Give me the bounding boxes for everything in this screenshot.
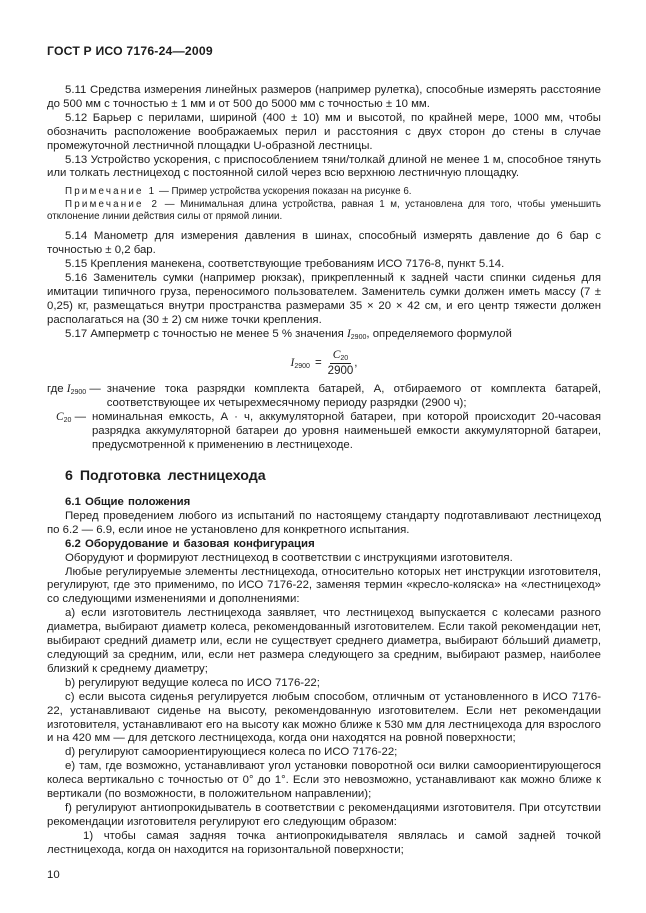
definition-dash-1: — (89, 383, 101, 396)
paragraph-5-15: 5.15 Крепления манекена, соответствующие требованиям ИСО 7176-8, пункт 5.14. (65, 258, 505, 271)
definition-row-i2900 (47, 383, 601, 411)
definition-text-c20: номинальная емкость, А · ч, аккумуляторной батареи, при которой происходит 20-часовая разрядка аккумуляторной батареи до уровня наименьшей емкости аккумуляторной батареи, предусмотренной к применению в лестницеходе. (91, 411, 601, 452)
formula-block (47, 349, 601, 377)
paragraph-6-1: Перед проведением любого из испытаний по настоящему стандарту подготавливают лестницеход по 6.2 — 6.9, если иное не установлено для конкретного испытания. (47, 509, 601, 536)
formula-lhs (291, 357, 310, 370)
list-item-f: f) регулируют антиопрокидыватель в соответствии с рекомендациями изготовителя. При отсутствии рекомендации изготовителя регулируют его следующим образом: (47, 801, 601, 828)
sublist-item-1: 1) чтобы самая задняя точка антиопрокидывателя являлась и самой задней точкой лестницехода, когда он находится на горизонтальной поверхности; (47, 829, 601, 856)
paragraph-5-17 (47, 328, 601, 342)
formula-denominator: 2900 (327, 365, 354, 378)
current-symbol: I (346, 327, 351, 340)
list-item-e: e) там, где возможно, устанавливают угол установки поворотной оси вилки самоориентирующегося колеса вертикально с точностью от 0° до 1°. Если это невозможно, устанавливают как можно ближе к вертикали (по возможности, в положительном направлении); (47, 760, 601, 801)
definition-label-c20 (56, 411, 86, 425)
definition-dash-2: — (74, 411, 86, 424)
paragraph-5-11: 5.11 Средства измерения линейных размеров (например рулетка), способные измерять расстояние до 500 мм с точностью ± 1 мм и от 500 до 5000 мм с точностью ± 10 мм. (47, 84, 601, 110)
document-header: ГОСТ Р ИСО 7176-24—2009 (47, 44, 213, 58)
definition-text-i2900: значение тока разрядки комплекта батарей, А, отбираемого от комплекта батарей, соответствующее их четырехмесячному периоду разрядки (2900 ч); (106, 383, 601, 410)
formula-fraction (328, 349, 354, 377)
notes-block (47, 186, 601, 223)
definition-subscript-20: 20 (63, 417, 72, 425)
section-6-1-heading: 6.1 Общие положения (65, 496, 191, 509)
formula-numerator (330, 349, 351, 364)
section-6-heading: 6 Подготовка лестницехода (65, 468, 266, 485)
paragraph-5-13: 5.13 Устройство ускорения, с приспособлением тяни/толкай длиной не менее 1 м, способное тянуть или толкать лестницеход с постоянной силой через всю верхнюю лестничную площадку. (47, 153, 601, 180)
formula-equals-sign: = (314, 357, 322, 370)
paragraph-5-16: 5.16 Заменитель сумки (например рюкзак), прикрепленный к задней части спинки сиденья для имитации типичного груза, переносимого пользователем. Заменитель сумки должен иметь массу (7 ± 0,25) кг, размещаться внутри пространства размерами 35 × 20 × 42 см, и его центр тяжести должен располагаться на (30 ± 2) см ниже точки крепления. (47, 271, 601, 326)
note-2-label: Примечание 2 (65, 198, 160, 210)
note-1-label: Примечание 1 (65, 186, 157, 198)
formula-lhs-subscript: 2900 (294, 362, 310, 370)
formula-lhs-symbol: I (290, 356, 295, 369)
formula-numerator-symbol: C (332, 349, 341, 362)
paragraph-5-14: 5.14 Манометр для измерения давления в шинах, способный измерять давление до 6 бар с точностью ± 0,2 бар. (47, 230, 601, 257)
definition-row-c20 (47, 411, 601, 453)
paragraph-5-17-text-before: 5.17 Амперметр с точностью не менее 5 % значения (65, 327, 347, 340)
note-1-text: — Пример устройства ускорения показан на рисунке 6. (159, 186, 412, 198)
definition-symbol-i: I (66, 383, 71, 396)
page-number: 10 (47, 868, 60, 881)
paragraph-5-17-text-after: , определяемого формулой (366, 327, 512, 340)
note-1 (47, 186, 601, 198)
formula-numerator-subscript: 20 (340, 355, 349, 363)
where-block (47, 383, 601, 453)
formula-comma: , (354, 357, 358, 370)
note-2 (47, 199, 601, 224)
list-item-d: d) регулируют самоориентирующиеся колеса по ИСО 7176-22; (65, 746, 398, 759)
list-item-a: a) если изготовитель лестницехода заявляет, что лестницеход выпускается с колесами разного диаметра, выбирают диаметр колеса, рекомендованный изготовителем. Если такой рекомендации нет, выбирают средний диаметр или, если не существует среднего диаметра, выбирают бо́льший диаметр, следующий за средним, или, если нет размера следующего за средним, выбирают размер, наиболее близкий к среднему диаметру; (47, 607, 601, 675)
definition-symbol-c: С (56, 411, 64, 424)
note-2-text: — Минимальная длина устройства, равная 1 м, установлена для того, чтобы уменьшить отклонение линии действия силы от прямой линии. (47, 198, 601, 222)
paragraph-6-2-intro: Оборудуют и формируют лестницеход в соответствии с инструкциями изготовителя. (65, 551, 513, 564)
document-content (47, 44, 601, 881)
list-item-c: c) если высота сиденья регулируется любым способом, отличным от установленного в ИСО 7176-22, устанавливают сиденье на высоту, рекомендованную изготовителем. Если нет рекомендации изготовителя, устанавливают его на высоту как можно ближе к 530 мм для лестницехода для взрослого и на 420 мм — для детского лестницехода, когда они находятся на ровной поверхности; (47, 690, 601, 745)
section-6-2-heading: 6.2 Оборудование и базовая конфигурация (65, 537, 315, 550)
definition-subscript-2900: 2900 (70, 389, 87, 397)
paragraph-6-2-changes: Любые регулируемые элементы лестницехода, относительно которых нет инструкции изготовителя, регулируют, где это применимо, по ИСО 7176-22, заменяя термин «кресло-коляска» на «лестницеход» со следующими изменениями и дополнениями: (47, 565, 601, 606)
current-symbol-subscript: 2900 (350, 333, 367, 341)
list-item-b: b) регулируют ведущие колеса по ИСО 7176-22; (65, 676, 320, 689)
definition-label-i2900 (47, 383, 101, 397)
definition-intro: где (47, 383, 64, 396)
paragraph-5-12: 5.12 Барьер с перилами, шириной (400 ± 10) мм и высотой, по крайней мере, 1000 мм, чтобы обозначить расположение воображаемых перил и расстояния с двух сторон до стены в случае промежуточной лестничной площадки U-образной лестницы. (47, 111, 601, 152)
